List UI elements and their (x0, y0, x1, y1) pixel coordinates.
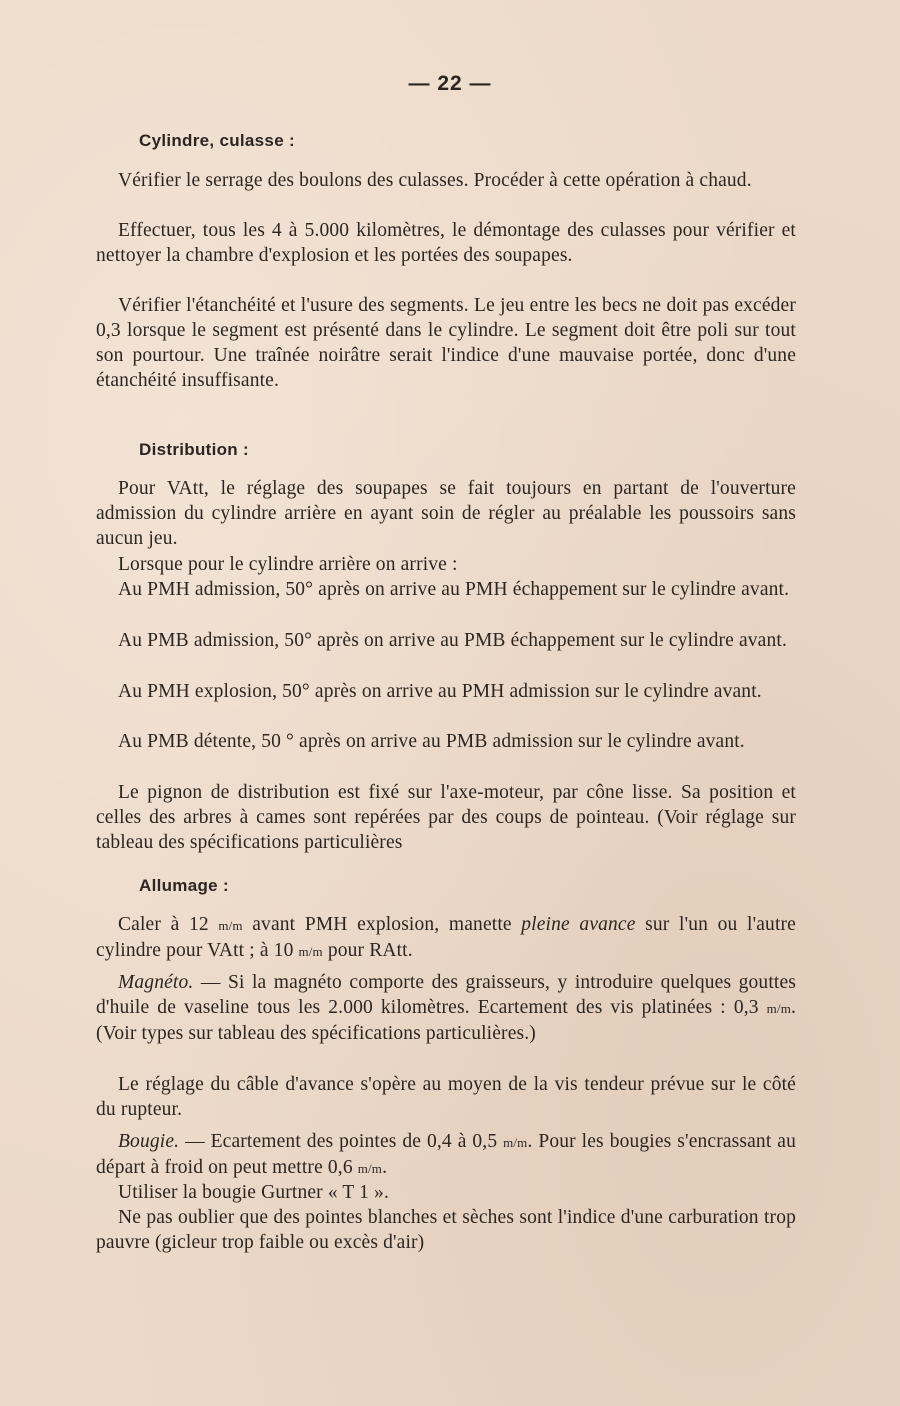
text: . Pour les bougies s'encrassant au départ à froid on peut mettre 0,6 (96, 1130, 797, 1178)
paragraph: Lorsque pour le cylindre arrière on arrive : (118, 553, 458, 575)
text-italic: Bougie. (118, 1130, 180, 1152)
unit-mm: m/m (218, 917, 243, 933)
paragraph: Pour VAtt, le réglage des soupapes se fait toujours en partant de l'ouverture admission du cylindre arrière en ayant soin de régler au préalable les poussoirs sans aucun jeu. (96, 477, 796, 549)
text: . (382, 1156, 388, 1178)
paragraph: Au PMH explosion, 50° après on arrive au PMH admission sur le cylindre avant. (118, 680, 762, 702)
paragraph: Effectuer, tous les 4 à 5.000 kilomètres, le démontage des culasses pour vérifier et nettoyer la chambre d'explosion et les portées des soupapes. (96, 219, 796, 266)
paragraph: Le pignon de distribution est fixé sur l'axe-moteur, par cône lisse. Sa position et celles des arbres à cames sont repérées par des coups de pointeau. (Voir réglage sur tableau des spécifications particulières (96, 781, 796, 853)
unit-mm: m/m (298, 943, 323, 959)
paragraph: Vérifier le serrage des boulons des culasses. Procéder à cette opération à chaud. (118, 169, 752, 191)
paragraph (96, 970, 796, 1047)
text: pour RAtt. (327, 939, 413, 961)
paragraph: Vérifier l'étanchéité et l'usure des segments. Le jeu entre les becs ne doit pas excéder 0,3 lorsque le segment est présenté dans le cylindre. Le segment doit être poli sur tout son pourtour. Une traînée noirâtre serait l'indice d'une mauvaise portée, donc d'une étanchéité insuffisante. (96, 294, 796, 392)
paragraph: Au PMH admission, 50° après on arrive au PMH échappement sur le cylindre avant. (118, 578, 790, 600)
text: Caler à 12 (118, 913, 209, 935)
unit-mm: m/m (357, 1160, 383, 1176)
section-heading-distribution: Distribution : (139, 440, 249, 459)
unit-mm: m/m (503, 1134, 528, 1150)
paragraph: Utiliser la bougie Gurtner « T 1 ». (118, 1181, 389, 1203)
text: — Ecartement des pointes de 0,4 à 0,5 (185, 1130, 498, 1152)
text: . (Voir types sur tableau des spécifications particulières.) (96, 996, 796, 1044)
section-heading-cylindre: Cylindre, culasse : (139, 131, 295, 150)
text: sur l'un ou l'autre cylindre pour VAtt ; à 10 (96, 913, 796, 961)
paragraph (96, 1129, 796, 1181)
unit-mm: m/m (766, 1000, 791, 1016)
section-heading-allumage: Allumage : (139, 876, 229, 895)
page-number: — 22 — (408, 72, 492, 95)
text: avant PMH explosion, manette (252, 913, 512, 935)
paragraph: Le réglage du câble d'avance s'opère au moyen de la vis tendeur prévue sur le côté du rupteur. (96, 1073, 796, 1120)
text-italic: pleine avance (521, 913, 636, 935)
paragraph (96, 912, 796, 964)
paragraph: Au PMB détente, 50 ° après on arrive au PMB admission sur le cylindre avant. (118, 730, 745, 752)
paragraph: Au PMB admission, 50° après on arrive au PMB échappement sur le cylindre avant. (118, 629, 787, 651)
text: — Si la magnéto comporte des graisseurs, y introduire quelques gouttes d'huile de vaseline tous les 2.000 kilomètres. Ecartement des vis platinées : 0,3 (96, 971, 797, 1018)
text-italic: Magnéto. (118, 971, 194, 993)
paragraph: Ne pas oublier que des pointes blanches et sèches sont l'indice d'une carburation trop pauvre (gicleur trop faible ou excès d'air) (96, 1206, 796, 1253)
